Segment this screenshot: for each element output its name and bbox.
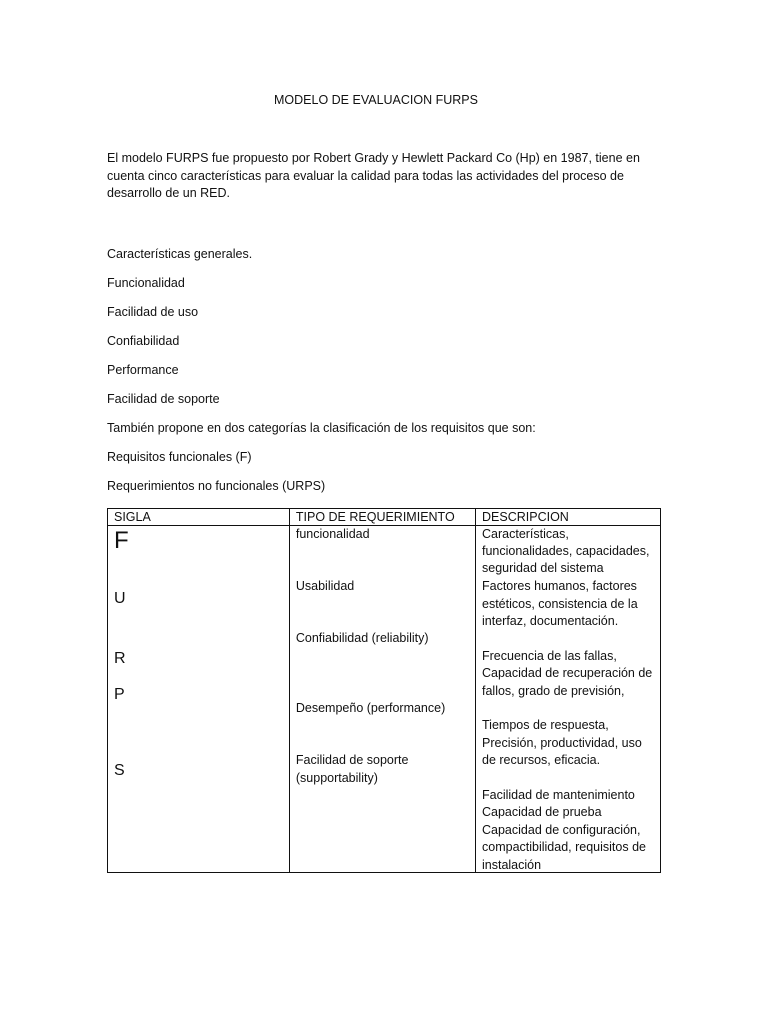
descripcion-line: funcionalidades, capacidades, [482, 544, 650, 558]
page-title: MODELO DE EVALUACION FURPS [274, 93, 478, 107]
sigla-letter: R [114, 650, 126, 667]
descripcion-line: interfaz, documentación. [482, 614, 619, 628]
descripcion-line: Capacidad de prueba [482, 805, 602, 819]
sigla-letter: S [114, 762, 125, 779]
descripcion-line: instalación [482, 858, 542, 872]
nonfunctional-requirements: Requerimientos no funcionales (URPS) [107, 479, 326, 493]
descripcion-line: Facilidad de mantenimiento [482, 788, 635, 802]
characteristic-item: Confiabilidad [107, 334, 180, 348]
table-header-row [108, 509, 661, 526]
tipo-item: Confiabilidad (reliability) [295, 631, 429, 645]
descripcion-line: de recursos, eficacia. [482, 753, 601, 767]
tipo-item: (supportability) [295, 771, 378, 785]
descripcion-line: estéticos, consistencia de la [482, 597, 638, 611]
header-sigla: SIGLA [108, 509, 290, 526]
descripcion-line: Capacidad de configuración, [482, 823, 641, 837]
descripcion-line: Factores humanos, factores [482, 579, 637, 593]
sigla-letter: U [114, 590, 126, 607]
sigla-letter: P [114, 686, 125, 703]
characteristic-item: Facilidad de soporte [107, 392, 220, 406]
descripcion-line: seguridad del sistema [482, 561, 604, 575]
descripcion-line: Características, [482, 527, 569, 541]
general-heading: Características generales. [107, 247, 253, 261]
tipo-item: Usabilidad [295, 579, 355, 593]
characteristic-item: Facilidad de uso [107, 305, 199, 319]
furps-table [107, 508, 661, 873]
sigla-cell [108, 526, 290, 873]
descripcion-line: Frecuencia de las fallas, [482, 649, 617, 663]
intro-line: El modelo FURPS fue propuesto por Robert Grady y Hewlett Packard Co (Hp) en 1987, tiene en [107, 151, 640, 165]
intro-line: cuenta cinco características para evaluar la calidad para todas las actividades del proceso de [107, 168, 624, 183]
sigla-letter: F [114, 527, 129, 554]
tipo-cell [289, 526, 475, 873]
intro-line: desarrollo de un RED. [107, 186, 230, 200]
tipo-item: Desempeño (performance) [295, 701, 446, 715]
functional-requirements: Requisitos funcionales (F) [107, 450, 252, 464]
tipo-item: funcionalidad [295, 527, 370, 541]
descripcion-line: Capacidad de recuperación de [482, 666, 653, 680]
header-tipo: TIPO DE REQUERIMIENTO [289, 509, 475, 526]
characteristic-item: Funcionalidad [107, 276, 185, 290]
characteristic-item: Performance [107, 363, 179, 377]
tipo-item: Facilidad de soporte [295, 753, 409, 767]
descripcion-line: fallos, grado de previsión, [482, 684, 625, 698]
descripcion-line: compactibilidad, requisitos de [482, 840, 646, 854]
table-row [108, 526, 661, 873]
descripcion-cell [476, 526, 661, 873]
intro-paragraph [107, 150, 652, 203]
header-descripcion: DESCRIPCION [476, 509, 661, 526]
descripcion-line: Precisión, productividad, uso [482, 736, 642, 750]
descripcion-line: Tiempos de respuesta, [482, 718, 609, 732]
categories-text: También propone en dos categorías la clasificación de los requisitos que son: [107, 421, 536, 435]
